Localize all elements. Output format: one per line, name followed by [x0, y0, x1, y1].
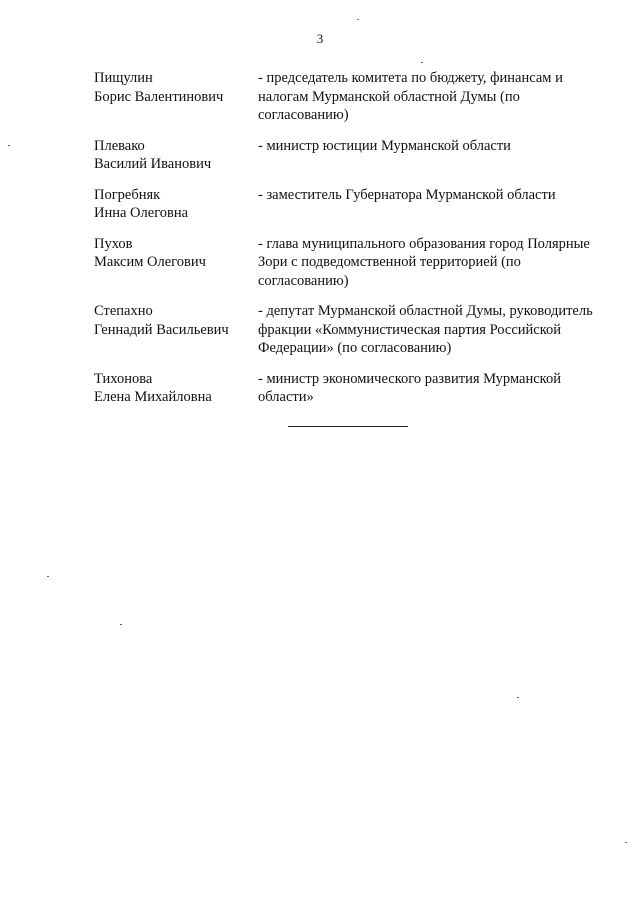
- member-name: [94, 137, 258, 174]
- member-surname: Погребняк: [94, 186, 161, 203]
- member-position: - заместитель Губернатора Мурманской области: [258, 186, 556, 203]
- member-position: - министр юстиции Мурманской области: [258, 137, 511, 154]
- scan-speck: [357, 19, 359, 20]
- member-row: [94, 370, 614, 407]
- member-given-names: Инна Олеговна: [94, 205, 189, 221]
- member-surname: Пухов: [94, 235, 133, 252]
- page-number: 3: [316, 31, 324, 46]
- member-name: [94, 370, 258, 407]
- member-surname: Тихонова: [94, 370, 153, 387]
- member-given-names: Василий Иванович: [94, 156, 212, 172]
- member-row: [94, 186, 614, 223]
- member-position: - депутат Мурманской областной Думы, руководитель фракции «Коммунистическая партия Российской Федерации» (по согласованию): [258, 303, 593, 356]
- member-surname: Степахно: [94, 303, 153, 319]
- member-surname: Плевако: [94, 137, 145, 154]
- member-row: [94, 69, 614, 125]
- member-position: - министр экономического развития Мурманской области»: [258, 370, 561, 405]
- member-name: [94, 69, 258, 106]
- scan-speck: [625, 842, 627, 843]
- member-name: [94, 235, 258, 272]
- scan-speck: [120, 624, 122, 625]
- member-surname: Пищулин: [94, 70, 153, 86]
- scan-speck: [47, 576, 49, 577]
- member-row: [94, 235, 614, 291]
- member-given-names: Борис Валентинович: [94, 88, 224, 105]
- member-name: [94, 302, 258, 339]
- scan-speck: [517, 697, 519, 698]
- member-name: [94, 186, 258, 223]
- scan-speck: [8, 145, 10, 146]
- member-position: - председатель комитета по бюджету, финансам и налогам Мурманской областной Думы (по согласованию): [258, 70, 563, 123]
- end-divider-line: [288, 426, 408, 427]
- scan-speck: [421, 62, 423, 63]
- member-row: [94, 302, 614, 358]
- member-given-names: Геннадий Васильевич: [94, 321, 229, 338]
- members-list: [94, 69, 614, 419]
- member-row: [94, 137, 614, 174]
- member-given-names: Максим Олегович: [94, 254, 206, 270]
- member-given-names: Елена Михайловна: [94, 389, 212, 405]
- member-position: - глава муниципального образования город Полярные Зори с подведомственной территорией (по согласованию): [258, 235, 590, 289]
